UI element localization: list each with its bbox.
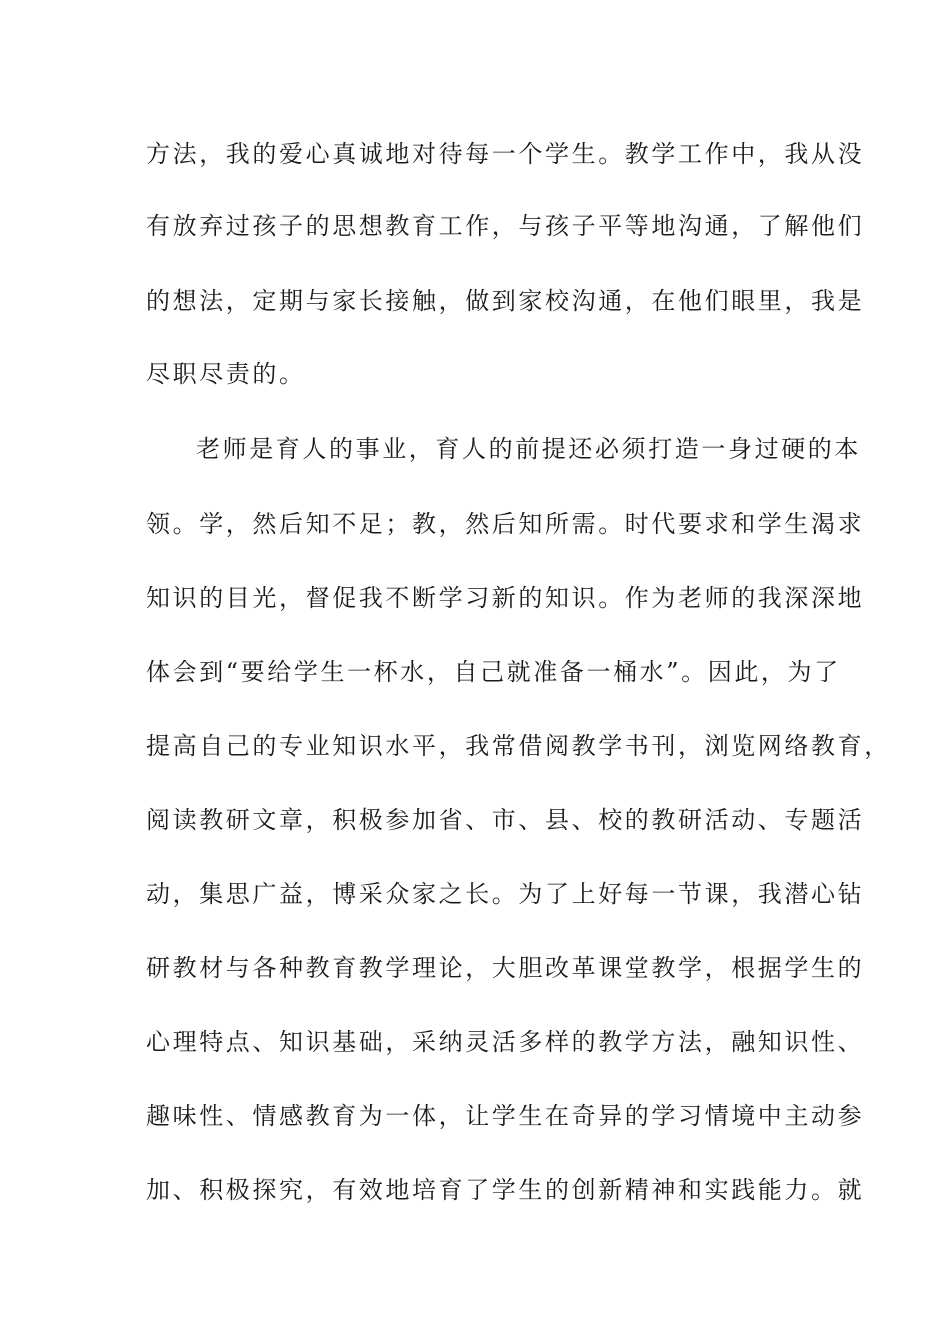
paragraph-line: 的想法，定期与家长接触，做到家校沟通，在他们眼里，我是 bbox=[146, 287, 865, 315]
paragraph-line: 提高自己的专业知识水平，我常借阅教学书刊，浏览网络教育， bbox=[146, 732, 891, 760]
paragraph-line: 领。学，然后知不足；教，然后知所需。时代要求和学生渴求 bbox=[146, 510, 865, 538]
paragraph-line: 知识的目光，督促我不断学习新的知识。作为老师的我深深地 bbox=[146, 584, 865, 612]
paragraph-line: 趣味性、情感教育为一体，让学生在奇异的学习情境中主动参 bbox=[146, 1102, 865, 1130]
paragraph-line: 动，集思广益，博采众家之长。为了上好每一节课，我潜心钻 bbox=[146, 880, 865, 908]
paragraph-line: 老师是育人的事业，育人的前提还必须打造一身过硬的本 bbox=[196, 435, 861, 463]
paragraph-line: 阅读教研文章，积极参加省、市、县、校的教研活动、专题活 bbox=[146, 806, 865, 834]
paragraph-line: 心理特点、知识基础，采纳灵活多样的教学方法，融知识性、 bbox=[146, 1028, 865, 1056]
paragraph-line: 有放弃过孩子的思想教育工作，与孩子平等地沟通，了解他们 bbox=[146, 212, 865, 240]
paragraph-line: 体会到“要给学生一杯水，自己就准备一桶水”。因此，为了 bbox=[146, 658, 841, 686]
paragraph-line: 方法，我的爱心真诚地对待每一个学生。教学工作中，我从没 bbox=[146, 140, 865, 168]
paragraph-line: 加、积极探究，有效地培育了学生的创新精神和实践能力。就 bbox=[146, 1176, 865, 1204]
paragraph-line: 研教材与各种教育教学理论，大胆改革课堂教学，根据学生的 bbox=[146, 954, 865, 982]
paragraph-line: 尽职尽责的。 bbox=[146, 360, 306, 388]
